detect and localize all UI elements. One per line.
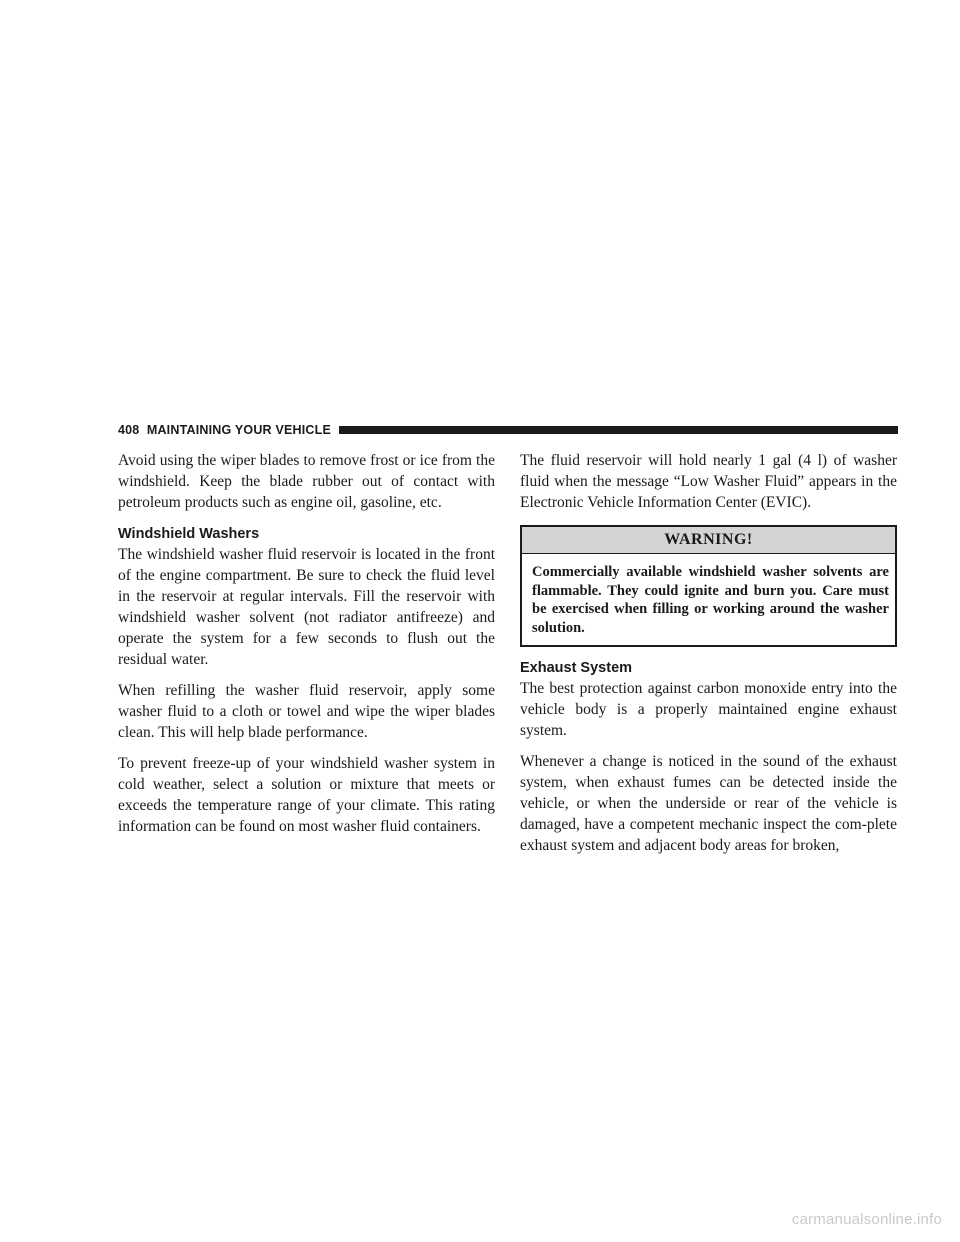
warning-box bbox=[520, 525, 897, 647]
section-title: MAINTAINING YOUR VEHICLE bbox=[146, 423, 332, 437]
exhaust-heading: Exhaust System bbox=[520, 660, 633, 676]
right-column bbox=[520, 450, 897, 866]
page-number: 408 bbox=[118, 423, 140, 437]
warning-title: WARNING! bbox=[522, 527, 895, 554]
page-header-label bbox=[118, 423, 339, 437]
warning-body: Commercially available windshield washer solvents are flammable. They could ignite and burn you. Care must be exercised when filling or working around the washer solution. bbox=[532, 564, 889, 636]
washers-heading: Windshield Washers bbox=[118, 526, 260, 542]
exhaust-paragraph-1: The best protection against carbon monoxide entry into the vehicle body is a properly maintained engine exhaust system. bbox=[520, 680, 897, 739]
washers-paragraph-1: The windshield washer fluid reservoir is located in the front of the engine compartment. Be sure to check the fluid level in the reservoir at regular intervals. Fill the reservoir with windshield washer solvent (not radiator antifreeze) and operate the system for a few seconds to flush out the residual water. bbox=[118, 546, 495, 668]
page-header bbox=[118, 423, 898, 437]
reservoir-paragraph: The fluid reservoir will hold nearly 1 gal (4 l) of washer fluid when the message “Low Washer Fluid” appears in the Electronic Vehicle Information Center (EVIC). bbox=[520, 452, 897, 511]
exhaust-paragraph-2: Whenever a change is noticed in the sound of the exhaust system, when exhaust fumes can be detected inside the vehicle, or when the underside or rear of the vehicle is damaged, have a competent mechanic inspect the com-plete exhaust system and adjacent body areas for broken, bbox=[520, 753, 897, 854]
intro-paragraph: Avoid using the wiper blades to remove frost or ice from the windshield. Keep the blade rubber out of contact with petroleum products such as engine oil, gasoline, etc. bbox=[118, 452, 495, 511]
washers-paragraph-3: To prevent freeze-up of your windshield washer system in cold weather, select a solution or mixture that meets or exceeds the temperature range of your climate. This rating information can be found on most washer fluid containers. bbox=[118, 755, 495, 835]
watermark-logo: carmanualsonline.info bbox=[791, 1211, 942, 1228]
header-rule bbox=[339, 426, 898, 434]
left-column bbox=[118, 450, 495, 847]
washers-paragraph-2: When refilling the washer fluid reservoir, apply some washer fluid to a cloth or towel and wipe the wiper blades clean. This will help blade performance. bbox=[118, 682, 495, 741]
